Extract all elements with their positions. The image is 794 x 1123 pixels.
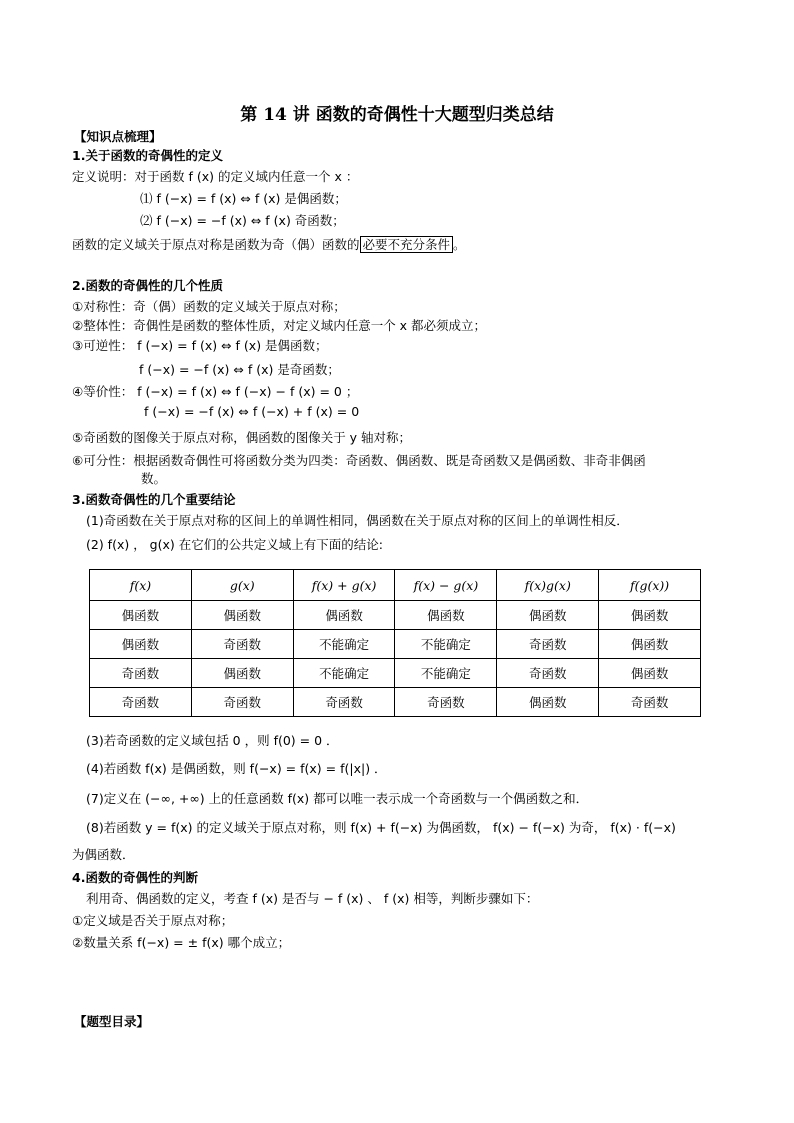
property-equivalence-2: f (−x) = −f (x) ⇔ f (−x) + f (x) = 0 — [144, 404, 360, 419]
heading-conclusions: 3.函数奇偶性的几个重要结论 — [72, 492, 236, 507]
conclusion-8: (8)若函数 y = f(x) 的定义域关于原点对称，则 f(x) + f(−x) 为偶函数， f(x) − f(−x) 为奇， f(x) · f(−x) — [86, 820, 676, 835]
conclusion-1: (1)奇函数在关于原点对称的区间上的单调性相同，偶函数在关于原点对称的区间上的单调性相反． — [86, 513, 629, 528]
condition-text: 函数的定义域关于原点对称是函数为奇（偶）函数的 — [72, 237, 360, 252]
table-row — [90, 659, 701, 688]
table-cell: 奇函数 — [497, 659, 599, 688]
table-cell: 偶函数 — [191, 659, 293, 688]
table-cell: 奇函数 — [293, 688, 395, 717]
table-cell: 偶函数 — [599, 659, 701, 688]
table-cell: 奇函数 — [395, 688, 497, 717]
property-equivalence-1: ④等价性： f (−x) = f (x) ⇔ f (−x) − f (x) = 0 ； — [72, 384, 359, 399]
table-cell: 奇函数 — [599, 688, 701, 717]
parity-results-table — [89, 569, 701, 717]
table-cell: 不能确定 — [395, 659, 497, 688]
conclusion-7: (7)定义在 (−∞, +∞) 上的任意函数 f(x) 都可以唯一表示成一个奇函数与一个偶函数之和． — [86, 791, 589, 806]
judgement-step-2: ②数量关系 f(−x) = ± f(x) 哪个成立； — [72, 935, 291, 950]
table-cell: 奇函数 — [191, 688, 293, 717]
table-row — [90, 688, 701, 717]
definition-condition — [72, 235, 466, 253]
heading-properties: 2.函数的奇偶性的几个性质 — [72, 278, 223, 293]
table-cell: 偶函数 — [90, 601, 192, 630]
property-reversibility-2: f (−x) = −f (x) ⇔ f (x) 是奇函数； — [139, 362, 340, 377]
table-header-cell: g(x) — [191, 570, 293, 601]
section-heading-catalog: 【题型目录】 — [74, 1014, 150, 1029]
table-cell: 不能确定 — [293, 659, 395, 688]
property-wholeness: ②整体性：奇偶性是函数的整体性质，对定义域内任意一个 x 都必须成立； — [72, 318, 487, 333]
property-classification: ⑥可分性：根据函数奇偶性可将函数分类为四类：奇函数、偶函数、既是奇函数又是偶函数、非奇非偶函 — [72, 453, 646, 468]
table-cell: 偶函数 — [395, 601, 497, 630]
conclusion-2: (2) f(x) ， g(x) 在它们的公共定义域上有下面的结论: — [86, 537, 383, 552]
judgement-step-1: ①定义域是否关于原点对称； — [72, 913, 234, 928]
table-cell: 偶函数 — [497, 688, 599, 717]
page-title: 第 14 讲 函数的奇偶性十大题型归类总结 — [240, 105, 554, 125]
conclusion-8-cont: 为偶函数． — [72, 847, 135, 862]
table-header-cell: f(g(x)) — [599, 570, 701, 601]
definition-odd: ⑵ f (−x) = −f (x) ⇔ f (x) 奇函数； — [140, 213, 345, 228]
heading-judgement: 4.函数的奇偶性的判断 — [72, 870, 198, 885]
table-cell: 奇函数 — [90, 659, 192, 688]
judgement-intro: 利用奇、偶函数的定义，考查 f (x) 是否与 − f (x) 、 f (x) 相等，判断步骤如下： — [86, 891, 539, 906]
table-cell: 偶函数 — [599, 601, 701, 630]
table-row — [90, 601, 701, 630]
heading-definition: 1.关于函数的奇偶性的定义 — [72, 148, 223, 163]
definition-even: ⑴ f (−x) = f (x) ⇔ f (x) 是偶函数； — [140, 191, 347, 206]
table-row — [90, 630, 701, 659]
conclusion-3: (3)若奇函数的定义域包括 0 ，则 f(0) = 0 ． — [86, 733, 339, 748]
table-cell: 偶函数 — [599, 630, 701, 659]
table-header-cell: f(x) + g(x) — [293, 570, 395, 601]
conclusion-4: (4)若函数 f(x) 是偶函数，则 f(−x) = f(x) = f(|x|) ． — [86, 761, 387, 776]
table-header-cell: f(x) — [90, 570, 192, 601]
section-heading-knowledge: 【知识点梳理】 — [74, 129, 162, 144]
table-cell: 偶函数 — [293, 601, 395, 630]
table-cell: 偶函数 — [90, 630, 192, 659]
property-classification-cont: 数。 — [141, 471, 167, 486]
property-graph: ⑤奇函数的图像关于原点对称，偶函数的图像关于 y 轴对称； — [72, 430, 412, 445]
table-cell: 偶函数 — [497, 601, 599, 630]
table-cell: 奇函数 — [497, 630, 599, 659]
table-cell: 不能确定 — [395, 630, 497, 659]
definition-intro: 定义说明：对于函数 f (x) 的定义域内任意一个 x ： — [72, 169, 359, 184]
table-header-row — [90, 570, 701, 601]
table-cell: 偶函数 — [191, 601, 293, 630]
condition-end: 。 — [453, 237, 466, 252]
property-symmetry: ①对称性：奇（偶）函数的定义域关于原点对称； — [72, 299, 346, 314]
table-cell: 不能确定 — [293, 630, 395, 659]
table-header-cell: f(x) − g(x) — [395, 570, 497, 601]
table-cell: 奇函数 — [191, 630, 293, 659]
property-reversibility-1: ③可逆性： f (−x) = f (x) ⇔ f (x) 是偶函数； — [72, 338, 328, 353]
table-header-cell: f(x)g(x) — [497, 570, 599, 601]
condition-boxed-term: 必要不充分条件 — [360, 236, 454, 253]
table-cell: 奇函数 — [90, 688, 192, 717]
